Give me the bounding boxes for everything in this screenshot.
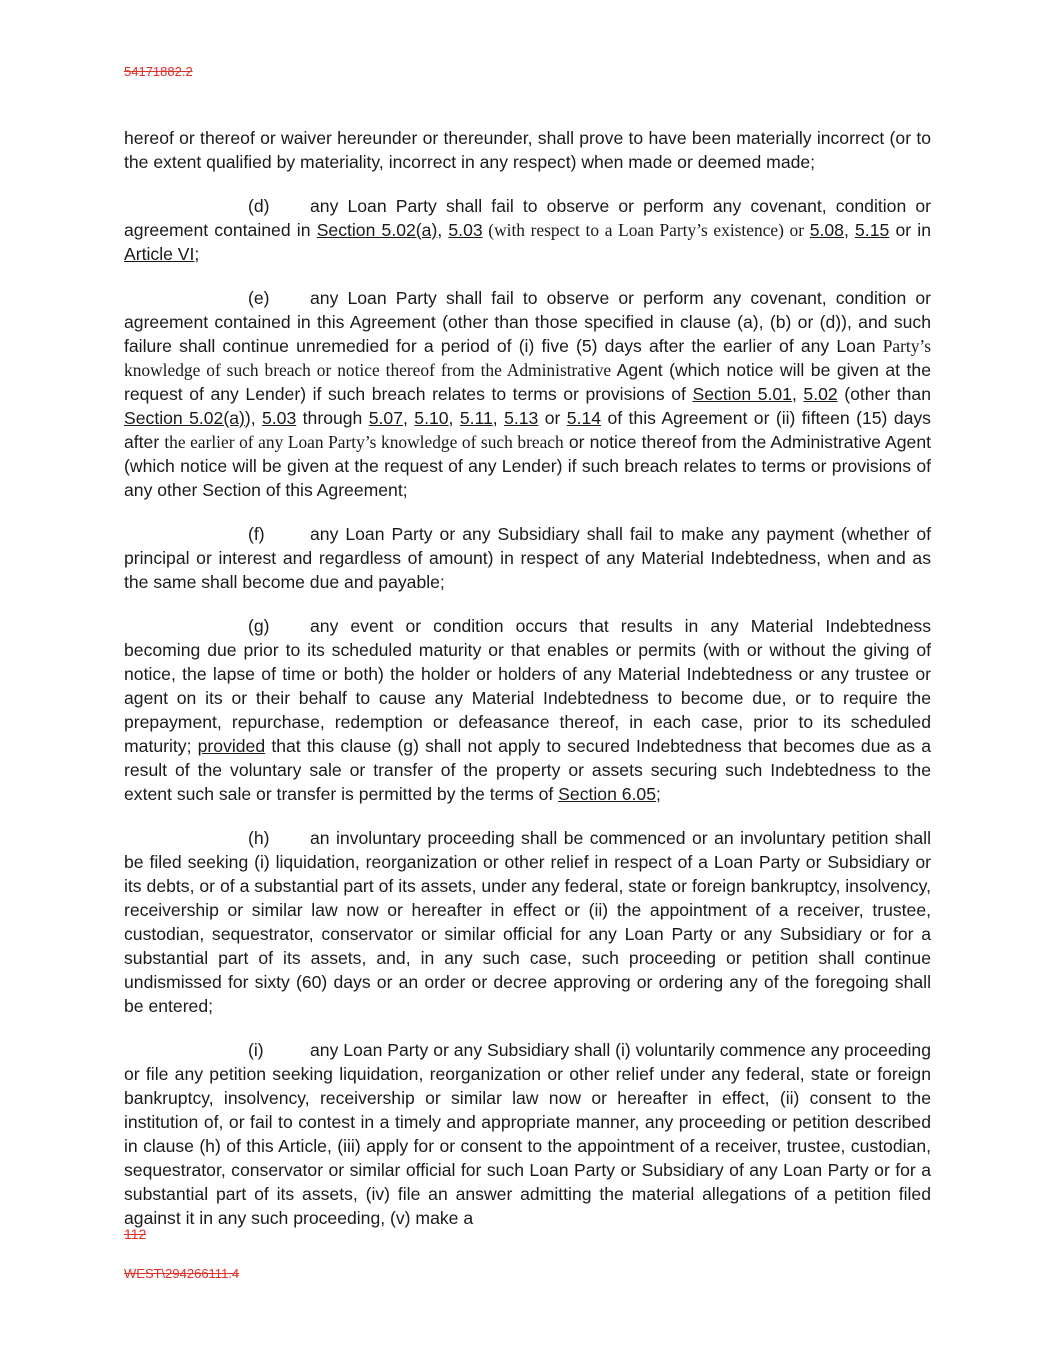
document-body xyxy=(124,126,931,1250)
section-5-15-reference: 5.15 xyxy=(855,220,890,240)
provided-term: provided xyxy=(197,736,266,756)
section-5-02-reference: 5.02 xyxy=(803,384,838,404)
clause-h-text: an involuntary proceeding shall be commenced or an involuntary petition shall be filed seeking (i) liquidation, reorganization or other relief in respect of a Loan Party or Subsidiary or its debts, or of a substantial part of its assets, under any federal, state or foreign bankruptcy, insolvency, receivership or similar law now or hereafter in effect or (ii) the appointment of a receiver, trustee, custodian, sequestrator, conservator or similar official for any Loan Party or any Subsidiary or for a substantial part of its assets, and, in any such case, such proceeding or petition shall continue undismissed for sixty (60) days or an order or decree approving or ordering any of the foregoing shall be entered; xyxy=(124,828,931,1016)
section-5-13-reference: 5.13 xyxy=(504,408,539,428)
clause-i-paragraph xyxy=(124,1038,931,1230)
page-number: 112 xyxy=(124,1226,147,1242)
section-5-07-reference: 5.07 xyxy=(368,408,403,428)
section-5-08-reference: 5.08 xyxy=(809,220,844,240)
article-vi-reference: Article VI xyxy=(124,244,195,264)
section-5-14-reference: 5.14 xyxy=(566,408,602,428)
clause-i-label: (i) xyxy=(248,1040,264,1060)
clause-d-label: (d) xyxy=(248,196,270,216)
document-id-footer: WEST\294266111.4 xyxy=(124,1266,240,1281)
clause-d-text: any Loan Party shall fail to observe or perform any covenant, condition or agreement contained in xyxy=(124,196,931,240)
clause-e-text: any Loan Party shall fail to observe or perform any covenant, condition or agreement contained in this Agreement (other than those specified in clause (a), (b) or (d)), and such failure shall continue unremedied for a period of (i) five (5) days after the earlier of any Loan xyxy=(124,288,931,356)
section-5-02a-reference: Section 5.02(a) xyxy=(124,408,245,428)
section-5-10-reference: 5.10 xyxy=(414,408,449,428)
document-id-header: 54171882.2 xyxy=(124,64,193,79)
section-5-02a-reference: Section 5.02(a) xyxy=(316,220,438,240)
section-5-03-reference: 5.03 xyxy=(262,408,297,428)
clause-h-paragraph xyxy=(124,826,931,1018)
clause-e-label: (e) xyxy=(248,288,270,308)
section-5-11-reference: 5.11 xyxy=(459,408,493,428)
continuation-paragraph: hereof or thereof or waiver hereunder or thereunder, shall prove to have been materially incorrect (or to the extent qualified by materiality, incorrect in any respect) when made or deemed made; xyxy=(124,128,931,172)
clause-h-label: (h) xyxy=(248,828,270,848)
clause-f-paragraph xyxy=(124,522,931,594)
clause-g-label: (g) xyxy=(248,616,270,636)
clause-g-paragraph: (g) any event or condition occurs that results in any Material Indebtedness becoming due prior to its scheduled maturity or that enables or permits (with or without the giving of notice, the lapse of time or both) the holder or holders of any Material Indebtedness or any trustee or agent on its or their behalf to cause any Material Indebtedness to become due, or to require the prepayment, repurchase, redemption or defeasance thereof, in each case, prior to its scheduled maturity; provided that this clause (g) shall not apply to secured Indebtedness that becomes due as a result of the voluntary sale or transfer of the property or assets securing such Indebtedness to the extent such sale or transfer is permitted by the terms of Section 6.05; xyxy=(124,616,931,804)
clause-f-text: any Loan Party or any Subsidiary shall fail to make any payment (whether of principal or interest and regardless of amount) in respect of any Material Indebtedness, when and as the same shall become due and payable; xyxy=(124,524,931,592)
clause-f-label: (f) xyxy=(248,524,265,544)
section-5-01-reference: Section 5.01 xyxy=(692,384,792,404)
section-5-03-reference: 5.03 xyxy=(448,220,483,240)
clause-i-text: any Loan Party or any Subsidiary shall (i) voluntarily commence any proceeding or file any petition seeking liquidation, reorganization or other relief under any federal, state or foreign bankruptcy, insolvency, receivership or similar law now or hereafter in effect, (ii) consent to the institution of, or fail to contest in a timely and appropriate manner, any proceeding or petition described in clause (h) of this Article, (iii) apply for or consent to the appointment of a receiver, trustee, custodian, sequestrator, conservator or similar official for such Loan Party or Subsidiary of any Loan Party or for a substantial part of its assets, (iv) file an answer admitting the material allegations of a petition filed against it in any such proceeding, (v) make a xyxy=(124,1040,931,1228)
clause-d-paragraph: (d) any Loan Party shall fail to observe or perform any covenant, condition or agreement contained in Section 5.02(a), 5.03 (with respect to a Loan Party’s existence) or 5.08, 5.15 or in Article VI; xyxy=(124,196,931,264)
section-6-05-reference: Section 6.05 xyxy=(558,784,656,804)
clause-g-text: any event or condition occurs that results in any Material Indebtedness becoming due prior to its scheduled maturity or that enables or permits (with or without the giving of notice, the lapse of time or both) the holder or holders of any Material Indebtedness or any trustee or agent on its or their behalf to cause any Material Indebtedness to become due, or to require the prepayment, repurchase, redemption or defeasance thereof, in each case, prior to its scheduled maturity; xyxy=(124,616,931,756)
clause-e-paragraph: (e) any Loan Party shall fail to observe or perform any covenant, condition or agreement contained in this Agreement (other than those specified in clause (a), (b) or (d)), and such failure shall continue unremedied for a period of (i) five (5) days after the earlier of any Loan Party’s knowledge of such breach or notice thereof from the Administrative Agent (which notice will be given at the request of any Lender) if such breach relates to terms or provisions of Section 5.01, 5.02 (other than Section 5.02(a)), 5.03 through 5.07, 5.10, 5.11, 5.13 or 5.14 of this Agreement or (ii) fifteen (15) days after the earlier of any Loan Party’s knowledge of such breach or notice thereof from the Administrative Agent (which notice will be given at the request of any Lender) if such breach relates to terms or provisions of any other Section of this Agreement; xyxy=(124,288,932,500)
